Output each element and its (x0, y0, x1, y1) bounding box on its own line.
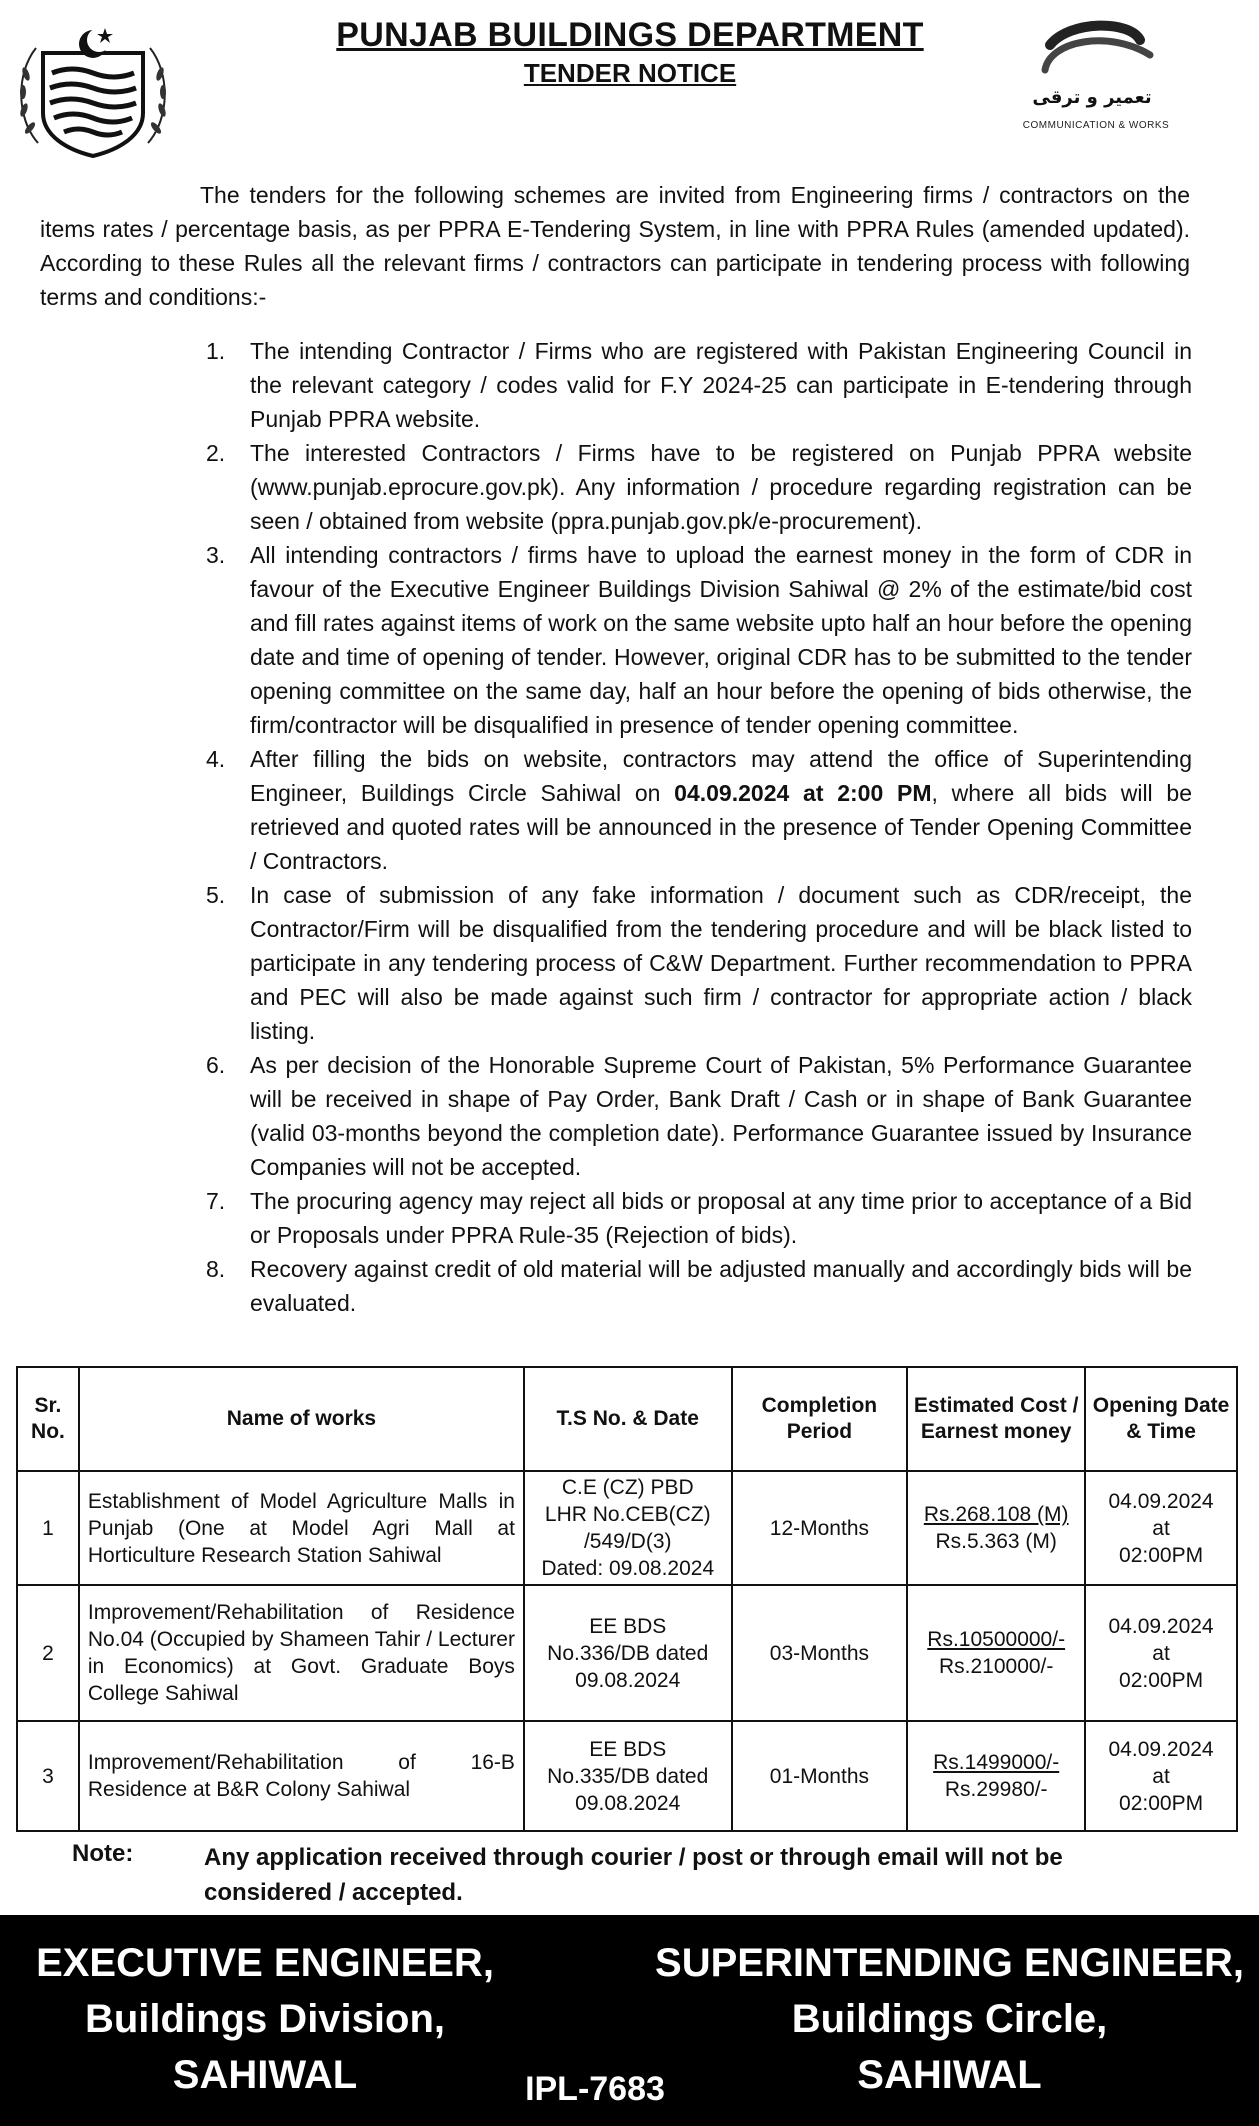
signature-city: SAHIWAL (172, 2053, 358, 2097)
table-row (17, 1471, 1237, 1585)
term-number: 6. (206, 1052, 226, 1078)
estimated-cost: Rs.1499000/- (933, 1751, 1060, 1774)
term-item (200, 436, 1192, 538)
cell-cost (907, 1471, 1085, 1585)
cell-period: 03-Months (732, 1585, 908, 1721)
term-number: 8. (206, 1256, 226, 1282)
opening-time: 02:00PM (1119, 1791, 1204, 1815)
table-row (17, 1585, 1237, 1721)
ts-line: /549/D(3) (583, 1530, 672, 1553)
term-text: As per decision of the Honorable Supreme Court of Pakistan, 5% Performance Guarantee will be received in shape of Pay Order, Bank Draft / Cash or in shape of Bank Guarantee (valid 03-months beyond the completion date). Performance Guarantee issued by Insurance Companies will not be accepted. (250, 1052, 1192, 1180)
note-label: Note: (72, 1840, 134, 1867)
opening-date: 04.09.2024 (1108, 1737, 1214, 1761)
estimated-cost: Rs.268.108 (M) (923, 1503, 1069, 1526)
header-ts-no-date: T.S No. & Date (524, 1367, 732, 1471)
cell-period: 12-Months (732, 1471, 908, 1585)
opening-time: 02:00PM (1119, 1668, 1204, 1692)
header-completion-period: Completion Period (732, 1367, 908, 1471)
term-item (200, 1252, 1192, 1320)
ts-line: No.336/DB dated (547, 1641, 709, 1665)
table-row (17, 1721, 1237, 1831)
cell-ts (524, 1721, 732, 1831)
ts-line: EE BDS (589, 1614, 667, 1638)
term-number: 1. (206, 338, 226, 364)
term-text: All intending contractors / firms have to upload the earnest money in the form of CDR in favour of the Executive Engineer Buildings Division Sahiwal @ 2% of the estimate/bid cost and fill rates against items of work on the same website upto half an hour before the opening date and time of opening of tender. However, original CDR has to be submitted to the tender opening committee on the same day, half an hour before the opening of bids otherwise, the firm/contractor will be disqualified in presence of tender opening committee. (250, 542, 1192, 738)
header-opening-date: Opening Date & Time (1085, 1367, 1237, 1471)
signature-circle: Buildings Circle, (791, 1997, 1108, 2041)
signature-title: SUPERINTENDING ENGINEER, (655, 1941, 1244, 1985)
term-number: 2. (206, 440, 226, 466)
opening-at: at (1152, 1764, 1170, 1788)
header-sr-no: Sr. No. (17, 1367, 79, 1471)
term-item (200, 878, 1192, 1048)
opening-at: at (1152, 1641, 1170, 1665)
term-text: , where all bids will be retrieved and quoted rates will be announced in the presence of Tender Opening Committee / Contractors. (250, 780, 1192, 874)
cell-cost (907, 1721, 1085, 1831)
term-item (200, 1184, 1192, 1252)
cell-opening (1085, 1721, 1237, 1831)
communication-works-urdu-text: تعمیر و ترقی (1032, 87, 1152, 108)
cell-cost (907, 1585, 1085, 1721)
opening-at: at (1152, 1516, 1170, 1540)
intro-paragraph: The tenders for the following schemes are invited from Engineering firms / contractors on the items rates / percentage basis, as per PPRA E-Tendering System, in line with PPRA Rules (amended updated). According to these Rules all the relevant firms / contractors can participate in tendering process with following terms and conditions:- (40, 182, 1190, 310)
executive-engineer-signature (0, 1935, 530, 2103)
term-item (200, 1048, 1192, 1184)
ts-line: No.335/DB dated (547, 1764, 709, 1788)
ts-line: LHR No.CEB(CZ) (544, 1503, 711, 1526)
opening-date: 04.09.2024 (1108, 1489, 1214, 1513)
header-estimated-cost: Estimated Cost / Earnest money (907, 1367, 1085, 1471)
ts-line: 09.08.2024 (575, 1668, 681, 1692)
signature-city: SAHIWAL (857, 2053, 1042, 2097)
term-number: 5. (206, 882, 226, 908)
term-item (200, 742, 1192, 878)
earnest-money: Rs.29980/- (944, 1778, 1048, 1801)
superintending-engineer-signature (640, 1935, 1259, 2103)
communication-works-logo (990, 15, 1195, 145)
term-text: Recovery against credit of old material will be adjusted manually and accordingly bids will be evaluated. (250, 1256, 1192, 1316)
cell-ts (524, 1585, 732, 1721)
opening-date: 04.09.2024 (1108, 1614, 1214, 1638)
term-text: The intending Contractor / Firms who are registered with Pakistan Engineering Council in the relevant category / codes valid for F.Y 2024-25 can participate in E-tendering through Punjab PPRA website. (250, 338, 1192, 432)
term-item (200, 538, 1192, 742)
opening-datetime: 04.09.2024 at 2:00 PM (674, 780, 932, 806)
term-text: In case of submission of any fake information / document such as CDR/receipt, the Contractor/Firm will be disqualified from the tendering procedure and will be black listed to participate in any tendering process of C&W Department. Further recommendation to PPRA and PEC will also be made against such firm / contractor for appropriate action / black listing. (250, 882, 1192, 1044)
ts-line: 09.08.2024 (575, 1791, 681, 1815)
cell-ts (524, 1471, 732, 1585)
signature-footer (0, 1915, 1259, 2126)
note-text: Any application received through courier / post or through email will not be considered / accepted. (204, 1844, 1063, 1906)
cell-period: 01-Months (732, 1721, 908, 1831)
cell-opening (1085, 1585, 1237, 1721)
opening-time: 02:00PM (1119, 1543, 1204, 1567)
estimated-cost: Rs.10500000/- (927, 1628, 1066, 1651)
cell-name: Improvement/Rehabilitation of 16-B Residence at B&R Colony Sahiwal (79, 1721, 524, 1831)
table-header-row (17, 1367, 1237, 1471)
cell-sr: 1 (17, 1471, 79, 1585)
term-text: The interested Contractors / Firms have to be registered on Punjab PPRA website (www.punjab.eprocure.gov.pk). Any information / procedure regarding registration can be seen / obtained from website (ppra.punjab.gov.pk/e-procurement). (250, 440, 1192, 534)
cell-sr: 2 (17, 1585, 79, 1721)
term-number: 3. (206, 542, 226, 568)
ts-line: Dated: 09.08.2024 (541, 1557, 715, 1580)
works-table (16, 1366, 1238, 1832)
terms-list (200, 334, 1192, 1320)
notice-title: TENDER NOTICE (523, 58, 737, 88)
ipl-reference: IPL-7683 (525, 2070, 665, 2108)
department-title: PUNJAB BUILDINGS DEPARTMENT (336, 16, 924, 54)
term-text: After filling the bids on website, contractors may attend the office of Superintending Engineer, Buildings Circle Sahiwal on (250, 746, 1192, 806)
term-text: The procuring agency may reject all bids or proposal at any time prior to acceptance of a Bid or Proposals under PPRA Rule-35 (Rejection of bids). (250, 1188, 1192, 1248)
term-item (200, 334, 1192, 436)
cell-sr: 3 (17, 1721, 79, 1831)
communication-works-text: COMMUNICATION & WORKS (1022, 120, 1170, 131)
term-number: 4. (206, 746, 226, 772)
header-name-of-works: Name of works (79, 1367, 524, 1471)
term-number: 7. (206, 1188, 226, 1214)
cell-name: Establishment of Model Agriculture Malls in Punjab (One at Model Agri Mall at Horticulture Research Station Sahiwal (79, 1471, 524, 1585)
cell-name: Improvement/Rehabilitation of Residence No.04 (Occupied by Shameen Tahir / Lecturer in Economics) at Govt. Graduate Boys College Sahiwal (79, 1585, 524, 1721)
signature-division: Buildings Division, (84, 1997, 446, 2041)
signature-title: EXECUTIVE ENGINEER, (36, 1941, 494, 1985)
earnest-money: Rs.210000/- (938, 1655, 1054, 1678)
cell-opening (1085, 1471, 1237, 1585)
punjab-government-logo (8, 18, 178, 168)
earnest-money: Rs.5.363 (M) (935, 1530, 1057, 1553)
ts-line: EE BDS (589, 1737, 667, 1761)
ts-line: C.E (CZ) PBD (561, 1476, 694, 1499)
